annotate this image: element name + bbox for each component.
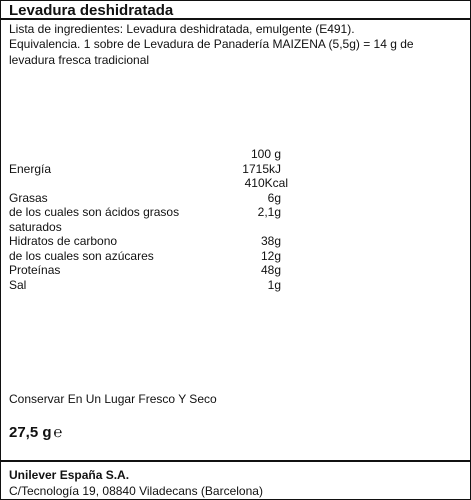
company-address: C/Tecnología 19, 08840 Viladecans (Barcelona)	[9, 484, 263, 498]
nutrient-label: Energía	[9, 161, 52, 176]
nutrient-label: Proteínas	[9, 263, 61, 277]
nutrient-value: 2,1g	[257, 205, 281, 219]
nutrient-value: 38g	[260, 234, 281, 248]
estimated-sign-icon: ℮	[53, 424, 63, 441]
nutrition-row	[9, 220, 469, 235]
nutrient-value: 48g	[260, 263, 281, 277]
storage-instructions: Conservar En Un Lugar Fresco Y Seco	[9, 392, 217, 406]
net-weight-value: 27,5 g	[9, 424, 52, 441]
nutrient-value: 410Kcal	[244, 176, 288, 190]
nutrient-label: Hidratos de carbono	[9, 234, 118, 248]
ingredients-list: Lista de ingredientes: Levadura deshidratada, emulgente (E491).	[9, 22, 355, 36]
nutrition-row	[9, 278, 469, 293]
net-weight	[9, 424, 63, 441]
nutrition-table	[9, 147, 469, 292]
nutrition-row	[9, 263, 469, 278]
nutrient-value: 6g	[267, 190, 281, 205]
nutrient-label: saturados	[9, 219, 62, 234]
equivalence-text: Equivalencia. 1 sobre de Levadura de Panadería MAIZENA (5,5g) = 14 g de levadura fresca tradicional	[9, 37, 414, 67]
company-name: Unilever España S.A.	[9, 468, 130, 482]
nutrition-row	[9, 249, 469, 264]
nutrient-value: 1715kJ	[242, 161, 281, 176]
nutrient-label: Grasas	[9, 190, 48, 205]
nutrient-label: de los cuales son ácidos grasos	[9, 205, 180, 219]
nutrition-row	[9, 234, 469, 249]
nutrition-header-row	[9, 147, 469, 162]
nutrition-row	[9, 162, 469, 177]
footer-divider	[1, 460, 470, 462]
nutrition-row	[9, 205, 469, 220]
nutrient-value: 1g	[267, 277, 281, 292]
product-title: Levadura deshidratada	[9, 2, 174, 19]
nutrition-header: 100 g	[250, 147, 281, 161]
nutrient-label: de los cuales son azúcares	[9, 248, 154, 263]
nutrition-row	[9, 191, 469, 206]
nutrient-label: Sal	[9, 277, 27, 292]
nutrition-row	[9, 176, 469, 191]
nutrient-value: 12g	[260, 248, 281, 263]
